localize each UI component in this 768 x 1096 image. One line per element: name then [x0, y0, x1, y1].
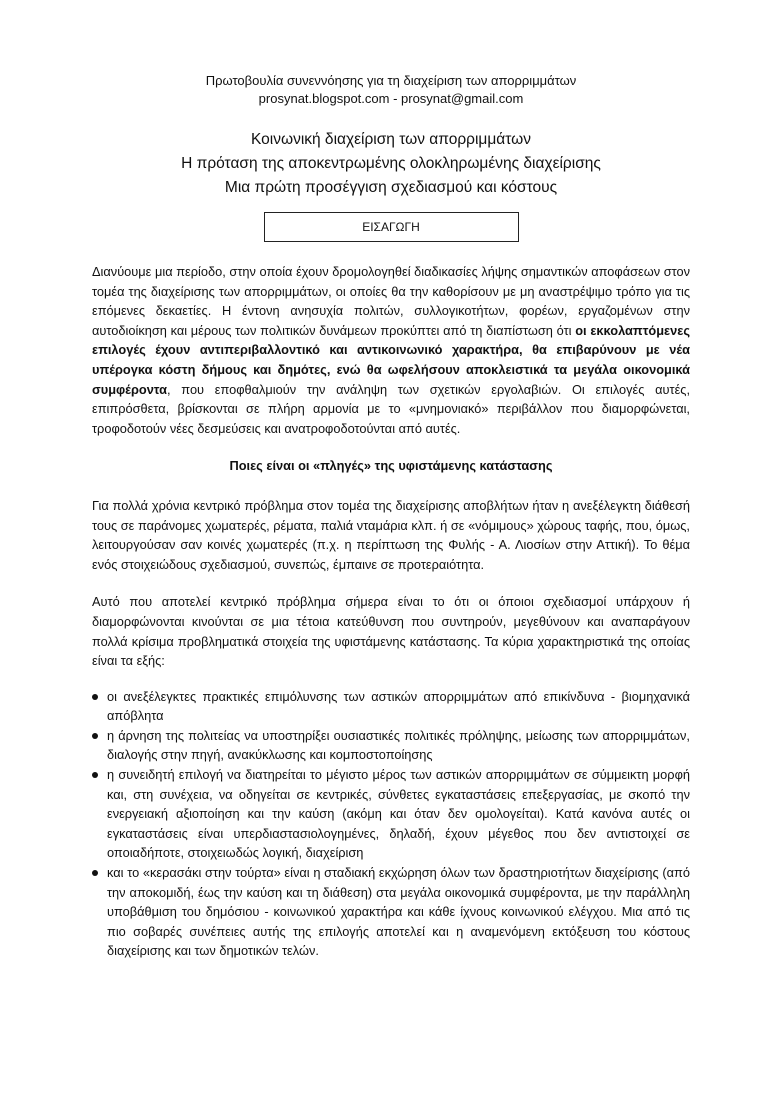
- issues-list: [92, 687, 690, 961]
- list-item: [92, 765, 690, 863]
- list-item: [92, 726, 690, 765]
- organization-contact: prosynat.blogspot.com - prosynat@gmail.com: [258, 91, 524, 106]
- section-subheading: Ποιες είναι οι «πληγές» της υφιστάμενης κατάστασης: [229, 458, 553, 474]
- list-item: [92, 863, 690, 961]
- list-item-text: η συνειδητή επιλογή να διατηρείται το μέγιστο μέρος των αστικών απορριμμάτων σε σύμμεικτη μορφή και, στη συνέχεια, να οδηγείται σε κεντρικές, σύνθετες εγκαταστάσεις επεξεργασίας, με σκοπό την ενεργειακή αξιοποίηση και την καύση (ακόμη και όταν δεν ομολογείται). Κατά κανόνα αυτές οι εγκαταστάσεις είναι υπερδιαστασιολογημένες, δηλαδή, έχουν μέγεθος που δεν αντιστοιχεί σε οποιαδήποτε, στοιχειωδώς λογική, διαχείριση: [107, 767, 690, 861]
- title-line-3: Μια πρώτη προσέγγιση σχεδιασμού και κόστους: [224, 179, 558, 196]
- list-item-text: οι ανεξέλεγκτες πρακτικές επιμόλυνσης των αστικών απορριμμάτων από επικίνδυνα - βιομηχανικά απόβλητα: [107, 688, 690, 724]
- organization-name: Πρωτοβουλία συνεννόησης για τη διαχείριση των απορριμμάτων: [205, 73, 577, 88]
- list-item-text: η άρνηση της πολιτείας να υποστηρίξει ουσιαστικές πολιτικές πρόληψης, μείωσης των απορριμμάτων, διαλογής στην πηγή, ανακύκλωσης και κομποστοποίησης: [107, 727, 690, 763]
- document-page: [0, 72, 768, 1096]
- bullet-icon: [92, 694, 98, 700]
- title-line-1: Κοινωνική διαχείριση των απορριμμάτων: [251, 131, 531, 148]
- intro-text-bold: οι εκκολαπτόμενες επιλογές έχουν αντιπεριβαλλοντικό και αντικοινωνικό χαρακτήρα, θα επιβαρύνουν με νέα υπέρογκα κόστη δήμους και δημότες, ενώ θα ωφελήσουν αποκλειστικά τα μεγάλα οικονομικά συμφέροντα: [92, 322, 690, 397]
- intro-text-start: Διανύουμε μια περίοδο, στην οποία έχουν δρομολογηθεί διαδικασίες λήψης σημαντικών αποφάσεων στον τομέα της διαχείρισης των απορριμμάτων, οι οποίες θα την καθορίσουν με μη αναστρέψιμο τρόπο για τις επόμενες δεκαετίες. Η έντονη ανησυχία πολιτών, συλλογικοτήτων, φορέων, εργαζομένων στην αυτοδιοίκηση και μέρους των πολιτικών δυνάμεων προκύπτει από τη διαπίστωση ότι: [92, 264, 690, 338]
- body-paragraph-2: Αυτό που αποτελεί κεντρικό πρόβλημα σήμερα είναι το ότι οι όποιοι σχεδιασμοί υπάρχουν ή διαμορφώνονται κινούνται σε μια τέτοια κατεύθυνση που συντηρούν, μεγεθύνουν και αναπαράγουν πολλά κρίσιμα προβληματικά στοιχεία της υφιστάμενης κατάστασης. Τα κύρια χαρακτηριστικά της οποίας είναι τα εξής:: [92, 594, 690, 669]
- title-line-2: Η πρόταση της αποκεντρωμένης ολοκληρωμένης διαχείρισης: [181, 155, 601, 172]
- intro-text-end: , που εποφθαλμιούν την ανάληψη των σχετικών εργολαβιών. Οι επιλογές αυτές, επιπρόσθετα, βρίσκονται σε πλήρη αρμονία με το «μνημονιακό» περιβάλλον που διαμορφώνεται, τροφοδοτούν νέες δεσμεύσεις και ανατροφοδοτούνται από αυτές.: [92, 381, 690, 436]
- list-item: [92, 687, 690, 726]
- section-heading-box: ΕΙΣΑΓΩΓΗ: [264, 212, 519, 242]
- bullet-icon: [92, 772, 98, 778]
- intro-paragraph: [92, 262, 690, 438]
- document-titles: [92, 128, 690, 200]
- bullet-icon: [92, 870, 98, 876]
- body-paragraph-1: Για πολλά χρόνια κεντρικό πρόβλημα στον τομέα της διαχείρισης αποβλήτων ήταν η ανεξέλεγκτη διάθεσή τους σε παράνομες χωματερές, ρέματα, παλιά νταμάρια κλπ. ή σε «νόμιμους» χώρους ταφής, που, όμως, λειτουργούσαν σαν κοινές χωματερές (π.χ. η περίπτωση της Φυλής - Α. Λιοσίων στην Αττική). Το θέμα ενός στοιχειώδους σχεδιασμού, συνεπώς, έμπαινε σε προτεραιότητα.: [92, 497, 690, 572]
- bullet-icon: [92, 733, 98, 739]
- list-item-text: και το «κερασάκι στην τούρτα» είναι η σταδιακή εκχώρηση όλων των δραστηριοτήτων διαχείρισης (από την αποκομιδή, έως την καύση και τη διάθεση) στα μεγάλα οικονομικά συμφέροντα, με την παράλληλη υποβάθμιση του δημόσιου - κοινωνικού χαρακτήρα και κάθε ίχνους κοινωνικού ελέγχου. Μια από τις πιο σοβαρές συνέπειες αυτής της επιλογής αποτελεί και η αναμενόμενη εκτόξευση του κόστους διαχείρισης και των δημοτικών τελών.: [107, 865, 690, 959]
